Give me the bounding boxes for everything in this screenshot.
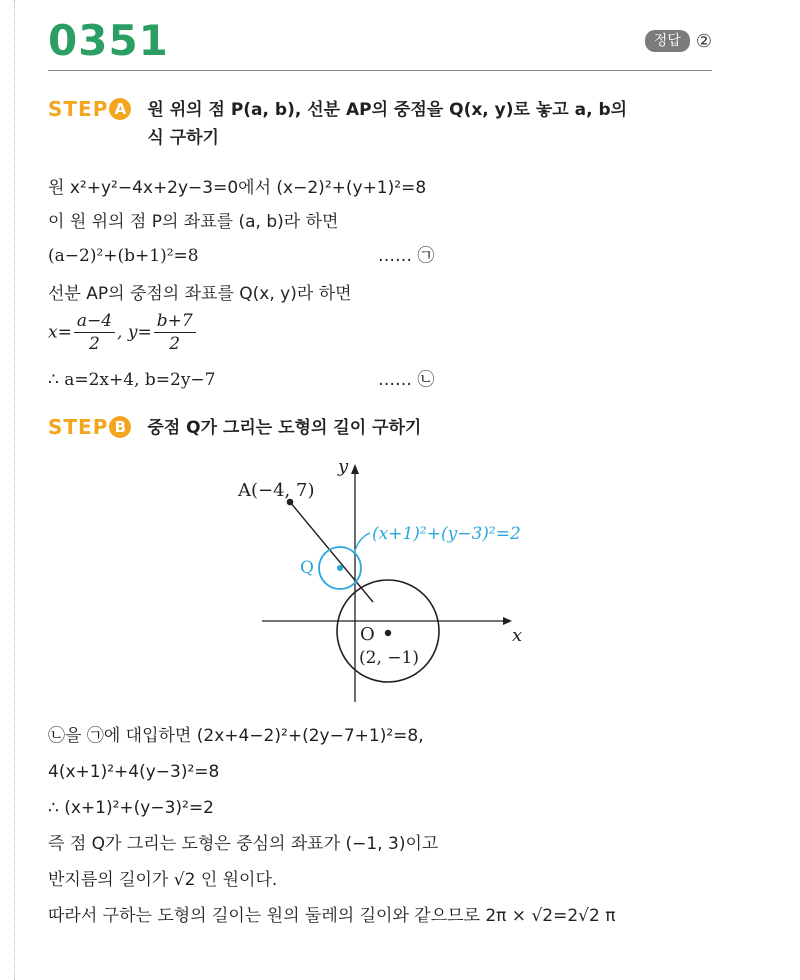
solution-line-10: 즉 점 Q가 그리는 도형은 중심의 좌표가 (−1, 3)이고 [48,834,439,854]
fraction-1-numerator: a−4 [74,310,115,333]
header-divider [48,70,712,71]
center-point [385,630,391,636]
step-a-word: STEP [48,97,109,121]
solution-line-6 [48,368,435,392]
solution-line-12: 따라서 구하는 도형의 길이는 원의 둘레의 길이와 같으므로 2π × √2=2√2 π [48,906,616,926]
solution-line-3 [48,244,435,268]
y-axis-arrow [351,464,359,474]
solution-line-5 [48,310,198,355]
locus-equation-label: (x+1)²+(y−3)²=2 [372,524,521,544]
answer-label-badge: 정답 [645,30,690,52]
equation-leader-line [354,533,370,554]
answer-value: ② [695,30,712,52]
point-q-label: Q [300,558,314,578]
step-b-letter-badge: B [109,416,131,438]
solution-line-9: ∴ (x+1)²+(y−3)²=2 [48,798,214,818]
fraction-2 [154,310,196,355]
step-a-letter-badge: A [109,98,131,120]
solution-line-7: ㉡을 ㉠에 대입하면 (2x+4−2)²+(2y−7+1)²=8, [48,726,424,746]
problem-number: 0351 [48,16,169,65]
solution-line-8: 4(x+1)²+4(y−3)²=8 [48,762,220,782]
step-a-title-line1: 원 위의 점 P(a, b), 선분 AP의 중점을 Q(x, y)로 놓고 a, b의 [147,100,628,120]
center-label: (2, −1) [359,648,419,668]
solution-line-4: 선분 AP의 중점의 좌표를 Q(x, y)라 하면 [48,284,352,304]
step-b-word: STEP [48,415,109,439]
solution-line-11: 반지름의 길이가 √2 인 원이다. [48,870,278,890]
point-a-label: A(−4, 7) [238,480,315,501]
x-axis-arrow [503,617,512,625]
answer-box [645,30,712,52]
equation-ab-substitution: ∴ a=2x+4, b=2y−7 [48,370,216,390]
step-b-title: 중점 Q가 그리는 도형의 길이 구하기 [147,418,422,438]
origin-label: O [360,624,375,645]
fraction-2-denominator: 2 [169,334,181,354]
equation-tag-2: …… ㉡ [378,370,435,390]
solution-line-1: 원 x²+y²−4x+2y−3=0에서 (x−2)²+(y+1)²=8 [48,178,427,198]
fraction-1-denominator: 2 [89,334,100,354]
step-b-heading [48,414,421,442]
step-a-title-line2: 식 구하기 [147,128,219,148]
eq-x-lhs: x= [48,322,72,343]
eq-y-lhs: , y= [117,322,152,343]
equation-circle-ab: (a−2)²+(b+1)²=8 [48,246,199,266]
equation-tag-1: …… ㉠ [378,246,435,266]
coordinate-figure [0,440,800,710]
y-axis-label: y [338,456,349,477]
x-axis-label: x [512,625,523,646]
point-q [337,565,343,571]
fraction-1 [74,310,115,355]
step-a-heading [48,96,627,152]
fraction-2-numerator: b+7 [154,310,196,333]
solution-line-2: 이 원 위의 점 P의 좌표를 (a, b)라 하면 [48,212,339,232]
